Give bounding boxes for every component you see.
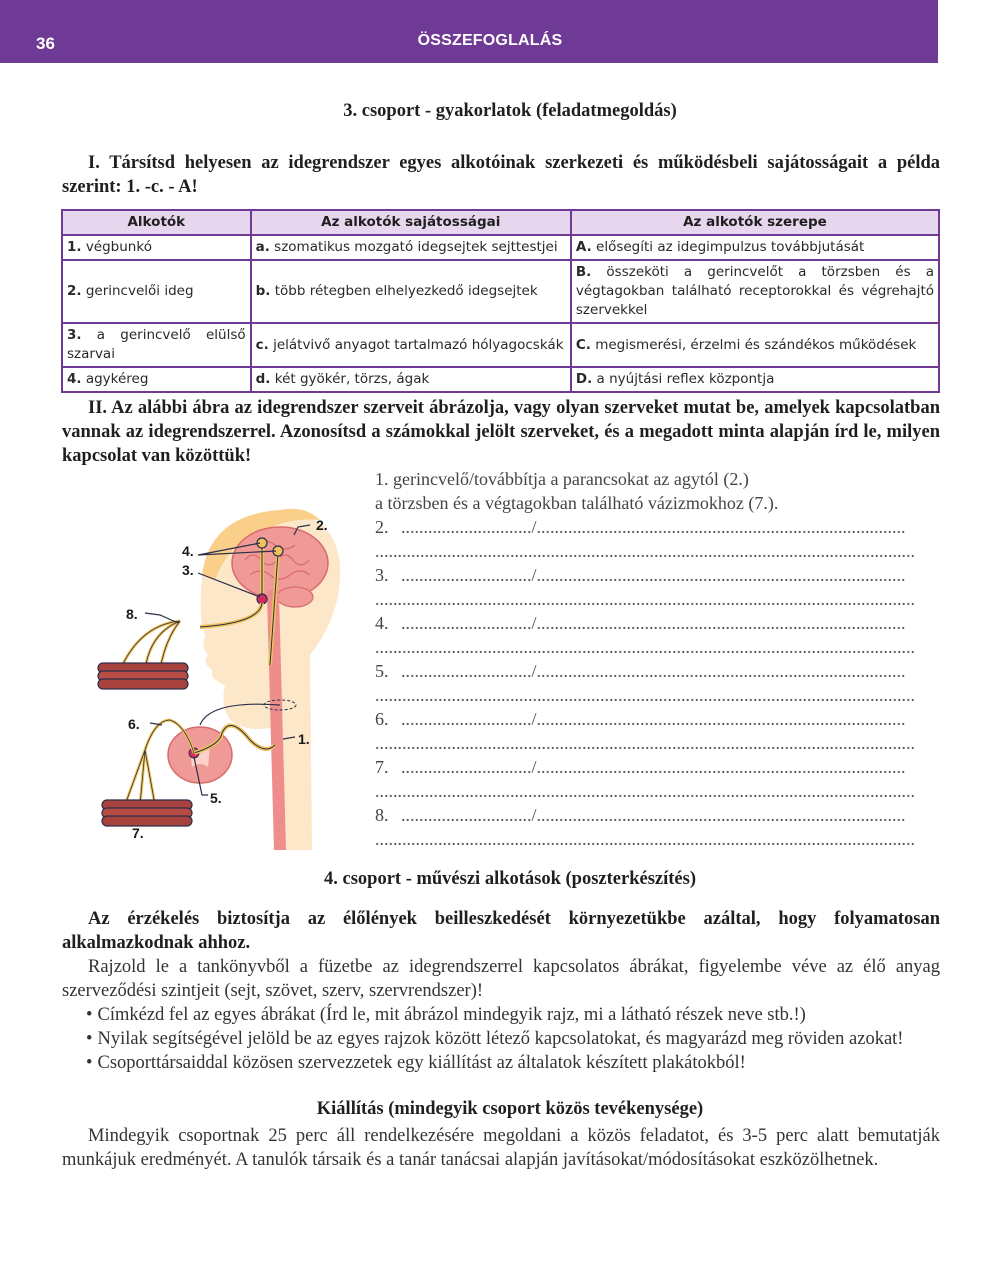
group4-title: 4. csoport - művészi alkotások (poszterkészítés) [324,869,696,889]
task1-instruction: I. Társítsd helyesen az idegrendszer egyes alkotóinak szerkezeti és működésbeli sajátosságait a példa szerint: 1. -c. - A! [62,153,940,197]
cell-key: 3. [67,327,82,343]
figure-label-6: 6. [128,716,140,732]
blank-organ[interactable]: ............................./ [401,517,537,537]
table-row [62,367,939,392]
answer-continuation[interactable]: ........................................................................................................................ [375,781,915,801]
group4-bullet-list [86,1003,946,1075]
figure-label-7: 7. [132,825,144,841]
cell-text: megismerési, érzelmi és szándékos működések [590,336,917,353]
cell-text: végbunkó [81,239,152,255]
cell-key: c. [255,336,269,353]
exhibition-title: Kiállítás (mindegyik csoport közös tevékenysége) [316,1099,704,1119]
bullet-item: • Csoporttársaiddal közösen szervezzetek egy kiállítást az általatok készített plakátokból! [86,1051,946,1075]
blank-organ[interactable]: ............................./ [401,709,537,729]
blank-relation[interactable]: .................................................................................. [536,757,906,777]
cell-text: elősegíti az idegimpulzus továbbjutását [591,239,865,255]
answer-continuation[interactable]: ........................................................................................................................ [375,541,915,561]
answer-continuation[interactable]: ........................................................................................................................ [375,685,915,705]
blank-relation[interactable]: .................................................................................. [536,565,906,585]
bullet-item: • Nyilak segítségével jelöld be az egyes rajzok között létező kapcsolatokat, és magyarázd meg röviden azokat! [86,1027,946,1051]
group3-title: 3. csoport - gyakorlatok (feladatmegoldás) [343,101,677,121]
cell-text: gerincvelői ideg [81,283,194,299]
cell-key: 2. [67,283,82,299]
nervous-system-figure [90,505,355,850]
figure-label-5: 5. [210,790,222,806]
bullet-item: • Címkézd fel az egyes ábrákat (Írd le, mit ábrázol mindegyik rajz, mi a látható részek neve stb.!) [86,1003,946,1027]
answer-number: 2. [375,517,389,537]
matching-table [61,209,940,393]
blank-organ[interactable]: ............................./ [401,613,537,633]
answer-lines [375,467,940,851]
table-cell [251,367,571,392]
chapter-title: ÖSSZEFOGLALÁS [417,32,563,49]
group4-instruction: Rajzold le a tankönyvből a füzetbe az idegrendszerrel kapcsolatos ábrákat, figyelembe véve az élő anyag szerveződési szintjeit (sejt, szövet, szerv, szervrendszer)! [62,957,940,1001]
example-line: a törzsben és a végtagokban található vázizmokhoz (7.). [375,493,779,513]
blank-relation[interactable]: .................................................................................. [536,517,906,537]
table-header-row [62,210,939,235]
answer-number: 8. [375,805,389,825]
table-row [62,323,939,367]
cell-text: jelátvivő anyagot tartalmazó hólyagocskák [268,336,564,353]
table-row [62,235,939,260]
table-cell [62,367,251,392]
answer-continuation[interactable]: ........................................................................................................................ [375,589,915,609]
table-cell [62,235,251,260]
blank-relation[interactable]: .................................................................................. [536,661,906,681]
cell-text: a gerincvelő elülső szarvai [67,327,246,362]
answer-line-8[interactable] [375,803,940,827]
exhibition-text: Mindegyik csoportnak 25 perc áll rendelkezésére megoldani a közös feladatot, és 3-5 perc alatt bemutatják munkájuk eredményét. A tanulók társaik és a tanár tanácsai alapján javításokat/módosításokat eszközölhetnek. [62,1126,940,1170]
muscle-bundle-lower [102,800,192,826]
task2-instruction: II. Az alábbi ábra az idegrendszer szerveit ábrázolja, vagy olyan szerveket mutat be, amelyek kapcsolatban vannak az idegrendszerrel. Azonosítsd a számokkal jelölt szerveket, és a megadott minta alapján írd le, milyen kapcsolat van közöttük! [62,398,940,466]
column-header: Az alkotók sajátosságai [251,210,571,235]
answer-line-3[interactable] [375,563,940,587]
column-header: Az alkotók szerepe [571,210,939,235]
muscle-bundle-upper [98,663,188,689]
table-cell [571,323,939,367]
table-cell [62,260,251,323]
answer-number: 7. [375,757,389,777]
answer-line-4[interactable] [375,611,940,635]
group4-intro: Az érzékelés biztosítja az élőlények beilleszkedését környezetükbe azáltal, hogy folyamatosan alkalmazkodnak ahhoz. [62,909,940,953]
figure-label-2: 2. [316,517,328,533]
table-cell [62,323,251,367]
cell-key: A. [575,239,592,255]
cell-key: C. [575,336,591,353]
nervous-system-illustration [90,505,355,850]
answer-number: 3. [375,565,389,585]
answer-continuation[interactable]: ........................................................................................................................ [375,733,915,753]
answer-line-2[interactable] [375,515,940,539]
figure-label-3: 3. [182,562,194,578]
answer-continuation[interactable]: ........................................................................................................................ [375,829,915,849]
column-header: Alkotók [62,210,251,235]
figure-label-1: 1. [298,731,310,747]
table-cell [251,260,571,323]
page-number: 36 [36,34,55,53]
table-cell [251,323,571,367]
blank-relation[interactable]: .................................................................................. [536,613,906,633]
cell-key: 4. [67,371,82,387]
cell-key: 1. [67,239,82,255]
blank-relation[interactable]: .................................................................................. [536,805,906,825]
cell-key: b. [255,283,271,299]
answer-line-5[interactable] [375,659,940,683]
table-row [62,260,939,323]
example-line: 1. gerincvelő/továbbítja a parancsokat az agytól (2.) [375,469,749,489]
answer-continuation[interactable]: ........................................................................................................................ [375,637,915,657]
blank-relation[interactable]: .................................................................................. [536,709,906,729]
blank-organ[interactable]: ............................./ [401,661,537,681]
blank-organ[interactable]: ............................./ [401,565,537,585]
table-cell [251,235,571,260]
figure-label-8: 8. [126,606,138,622]
cell-text: a nyújtási reflex központja [592,371,775,387]
table-cell [571,235,939,260]
table-cell [571,367,939,392]
answer-number: 4. [375,613,389,633]
cell-key: B. [575,264,592,280]
blank-organ[interactable]: ............................./ [401,805,537,825]
answer-number: 6. [375,709,389,729]
blank-organ[interactable]: ............................./ [401,757,537,777]
cell-text: több rétegben elhelyezkedő idegsejtek [270,283,538,299]
cell-text: agykéreg [81,371,149,387]
answer-line-6[interactable] [375,707,940,731]
cell-text: összeköti a gerincvelőt a törzsben és a végtagokban található receptorokkal és végrehajtó szervekkel [575,264,934,318]
cell-text: szomatikus mozgató idegsejtek sejttestjei [269,239,558,255]
answer-number: 5. [375,661,389,681]
cell-key: a. [255,239,270,255]
cell-key: D. [575,371,593,387]
table-cell [571,260,939,323]
figure-label-4: 4. [182,543,194,559]
cell-key: d. [255,371,271,387]
cell-text: két gyökér, törzs, ágak [270,371,430,387]
answer-line-7[interactable] [375,755,940,779]
